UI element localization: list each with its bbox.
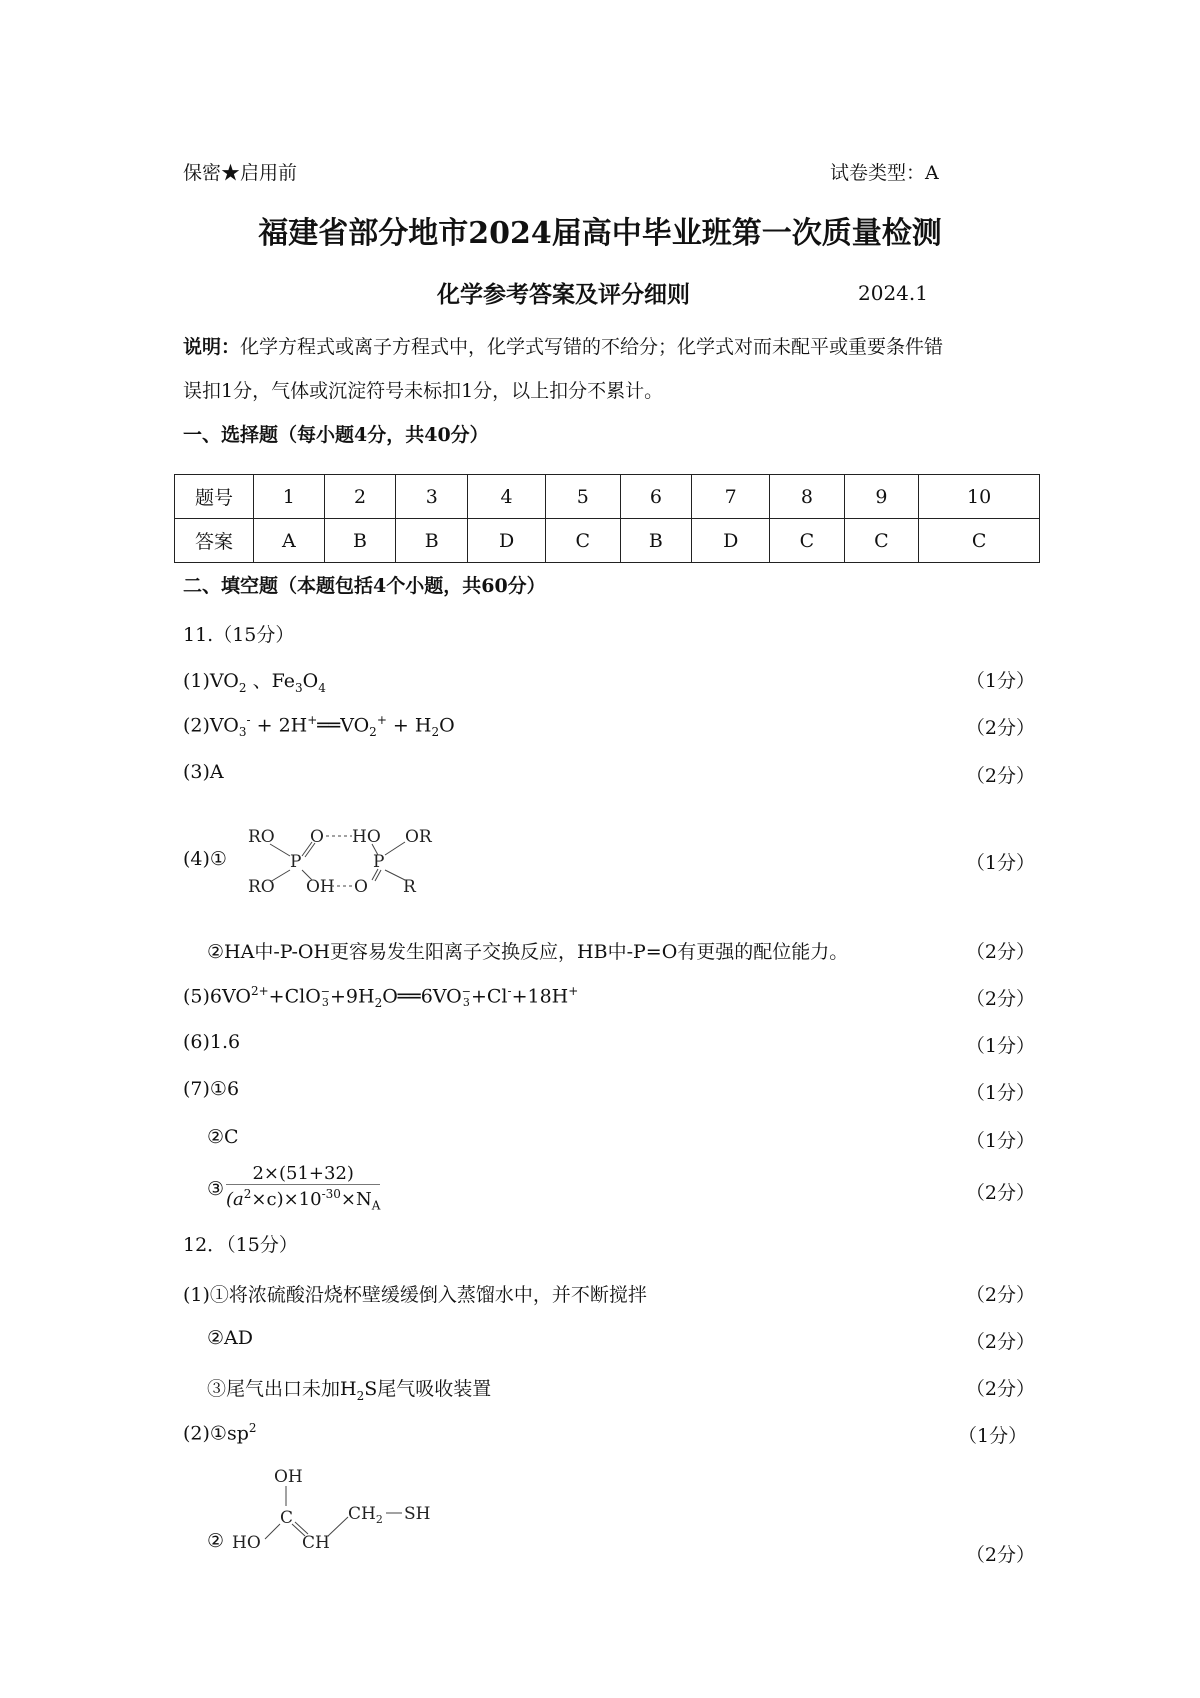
question-number: 9 [844,475,919,519]
q12-part2b-score: （2分） [965,1544,1035,1566]
q11-part4-label: (4)① [183,848,227,870]
q11-part5-equation: $(5)6VO^{2+}+ClO$ − 3 $+9H_2O══6VO$ − 3 +Cl-+18H+ [183,984,579,1011]
question-number: 4 [468,475,546,519]
exam-date: 2024.1 [858,281,928,305]
table-row-answers [175,519,1040,563]
question-number: 1 [254,475,325,519]
answer-cell: A [254,519,325,563]
question-number: 6 [620,475,692,519]
q12-part2a-answer: $(2)①sp^2$ [183,1421,257,1445]
struct-p-left: P [290,852,302,872]
q12-part1b-score: （2分） [965,1331,1035,1353]
q11-part2-equation: $(2)VO_3^-$ + $2H^+══VO_2^+ + H_2O$ [183,713,455,740]
density-fraction [226,1163,380,1213]
instructions-label: 说明： [183,336,241,358]
q11-part3-score: （2分） [965,765,1035,787]
q11-part4b-score: （2分） [965,941,1035,963]
struct-ch2: $CH_2$ [348,1504,383,1526]
q12-header: 12．（15分） [183,1234,298,1256]
q12-part1b-answer: ②AD [207,1327,253,1349]
question-number: 5 [546,475,621,519]
question-number: 8 [770,475,845,519]
fraction-denominator: $(a^2\times c)\times 10^{-30}\times N_A$ [226,1187,381,1213]
q12-part1a-score: （2分） [965,1284,1035,1306]
q11-part1-score: （1分） [965,670,1035,692]
question-number: 10 [919,475,1040,519]
question-number: 3 [396,475,468,519]
struct-ch: CH [302,1533,330,1553]
struct-c: C [280,1508,294,1528]
struct-p-right: P [373,852,385,872]
page-subtitle: 化学参考答案及评分细则 [437,281,690,308]
struct-ho: HO [352,827,381,847]
q12-part1c-score: （2分） [965,1378,1035,1400]
struct-r: R [403,877,416,897]
q11-part7c-label: ③ [207,1178,225,1200]
q11-part7c-score: （2分） [965,1182,1035,1204]
table-row-numbers [175,475,1040,519]
answer-cell: B [396,519,468,563]
struct-or: OR [405,827,432,847]
fraction-numerator: 2×(51+32) [226,1163,380,1185]
phosphate-dimer-structure [240,820,450,900]
row-label-answer: 答案 [175,519,254,563]
answer-cell: B [620,519,692,563]
answer-cell: C [546,519,621,563]
q11-part5-score: （2分） [965,988,1035,1010]
q11-header: 11.（15分） [183,624,295,646]
row-label-number: 题号 [175,475,254,519]
instructions-text-1: 化学方程式或离子方程式中，化学式写错的不给分；化学式对而未配平或重要条件错 [240,336,944,358]
struct-sh: SH [404,1504,431,1524]
q11-part4a-score: （1分） [965,852,1035,874]
section1-heading: 一、选择题（每小题4分，共40分） [183,424,489,446]
q12-part2b-label: ② [207,1530,225,1552]
question-number: 2 [324,475,396,519]
q11-part6-answer: (6)1.6 [183,1031,241,1053]
struct-ro-top: RO [248,827,275,847]
page-title: 福建省部分地市2024届高中毕业班第一次质量检测 [258,216,942,251]
struct-oh: OH [306,877,335,897]
section2-heading: 二、填空题（本题包括4个小题，共60分） [183,575,546,597]
mercapto-enol-structure [228,1462,438,1557]
instructions-line-2: 误扣1分，气体或沉淀符号未标扣1分，以上扣分不累计。 [183,380,664,402]
answer-cell: B [324,519,396,563]
answer-cell: C [919,519,1040,563]
q11-part4b-answer: ②HA中-P-OH更容易发生阳离子交换反应，HB中-P=O有更强的配位能力。 [207,941,849,963]
struct-ro-bottom: RO [248,877,275,897]
q12-part1c-answer: ③尾气出口未加$H_2S$尾气吸收装置 [207,1378,492,1403]
answer-cell: C [770,519,845,563]
instructions-line-1 [183,332,943,359]
q11-part7b-score: （1分） [965,1130,1035,1152]
q11-part1-answer: $(1)VO_2$ 、$Fe_3O_4$ [183,670,326,695]
paper-type: 试卷类型：A [830,162,939,184]
confidential-mark: 保密★启用前 [183,162,298,184]
answer-table [174,474,1040,563]
q11-part6-score: （1分） [965,1035,1035,1057]
q12-part2a-score: （1分） [958,1425,1028,1447]
struct-o-top: O [310,827,324,847]
answer-cell: D [692,519,770,563]
answer-cell: C [844,519,919,563]
q11-part2-score: （2分） [965,717,1035,739]
answer-cell: D [468,519,546,563]
q11-part7b-answer: ②C [207,1126,239,1148]
q11-part3-answer: (3)A [183,761,224,783]
struct-ho-left: HO [232,1533,261,1553]
question-number: 7 [692,475,770,519]
q12-part1a-answer: (1)①将浓硫酸沿烧杯壁缓缓倒入蒸馏水中，并不断搅拌 [183,1284,647,1306]
q11-part7a-score: （1分） [965,1082,1035,1104]
q11-part7a-answer: (7)①6 [183,1078,240,1100]
struct-o-bottom: O [354,877,368,897]
struct-oh-top: OH [274,1467,303,1487]
